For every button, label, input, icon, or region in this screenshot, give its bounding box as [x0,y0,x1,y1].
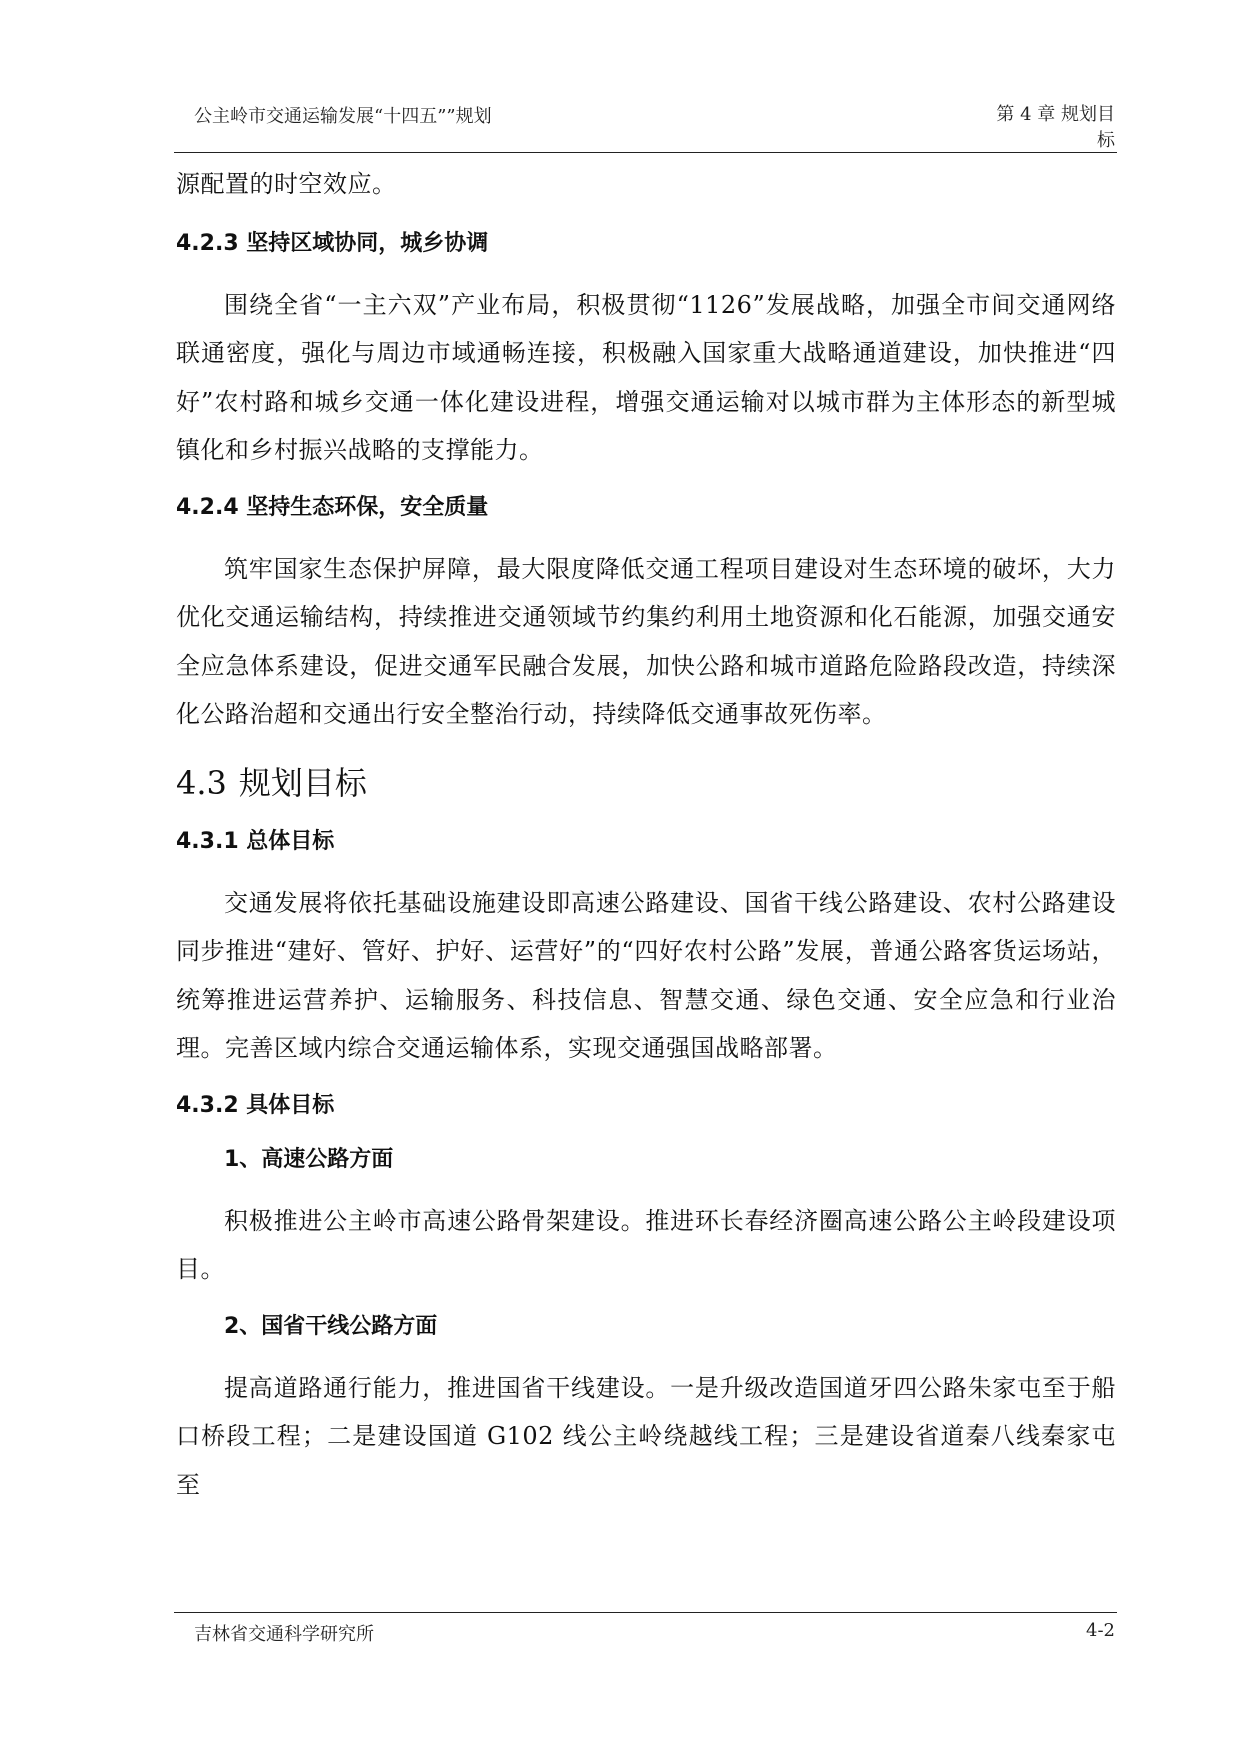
paragraph-4-2-3: 围绕全省“一主六双”产业布局，积极贯彻“1126”发展战略，加强全市间交通网络联通密度，强化与周边市域通畅连接，积极融入国家重大战略通道建设，加快推进“四好”农村路和城乡交通一体化建设进程，增强交通运输对以城市群为主体形态的新型城镇化和乡村振兴战略的支撑能力。 [176,290,1116,464]
header-rule [174,152,1117,153]
footer-rule [174,1612,1117,1613]
paragraph-trunk-highway: 提高道路通行能力，推进国省干线建设。一是升级改造国道牙四公路朱家屯至于船口桥段工程；二是建设国道 G102 线公主岭绕越线工程；三是建设省道秦八线秦家屯至 [176,1373,1116,1499]
section-heading-4-3 [176,761,1116,805]
page-number: 4-2 [1086,1620,1115,1641]
section-heading-4-2-3: 4.2.3 坚持区域协同，城乡协调 [176,230,489,256]
section-heading-4-3-1: 4.3.1 总体目标 [176,828,335,854]
subheading-expressway: 1、高速公路方面 [224,1146,394,1172]
footer-institute: 吉林省交通科学研究所 [194,1624,374,1645]
subheading-trunk-highway: 2、国省干线公路方面 [224,1313,438,1339]
paragraph-continued: 源配置的时空效应。 [176,170,397,198]
document-title: 公主岭市交通运输发展“十四五””规划 [194,106,492,127]
paragraph-4-3-1: 交通发展将依托基础设施建设即高速公路建设、国省干线公路建设、农村公路建设同步推进“建好、管好、护好、运营好”的“四好农村公路”发展，普通公路客货运场站，统筹推进运营养护、运输服务、科技信息、智慧交通、绿色交通、安全应急和行业治理。完善区域内综合交通运输体系，实现交通强国战略部署。 [176,888,1116,1062]
paragraph-4-2-4: 筑牢国家生态保护屏障，最大限度降低交通工程项目建设对生态环境的破坏，大力优化交通运输结构，持续推进交通领域节约集约利用土地资源和化石能源，加强交通安全应急体系建设，促进交通军民融合发展，加快公路和城市道路危险路段改造，持续深化公路治超和交通出行安全整治行动，持续降低交通事故死伤率。 [176,554,1116,728]
section-title: 规划目标 [238,763,367,802]
chapter-title: 第 4 章 规划目标 [996,104,1115,151]
section-number: 4.3 [176,763,227,802]
page-content [176,160,1116,1509]
paragraph-expressway: 积极推进公主岭市高速公路骨架建设。推进环长春经济圈高速公路公主岭段建设项目。 [176,1206,1116,1283]
page-header [174,98,1117,152]
section-heading-4-2-4: 4.2.4 坚持生态环保，安全质量 [176,494,489,520]
section-heading-4-3-2: 4.3.2 具体目标 [176,1092,335,1118]
